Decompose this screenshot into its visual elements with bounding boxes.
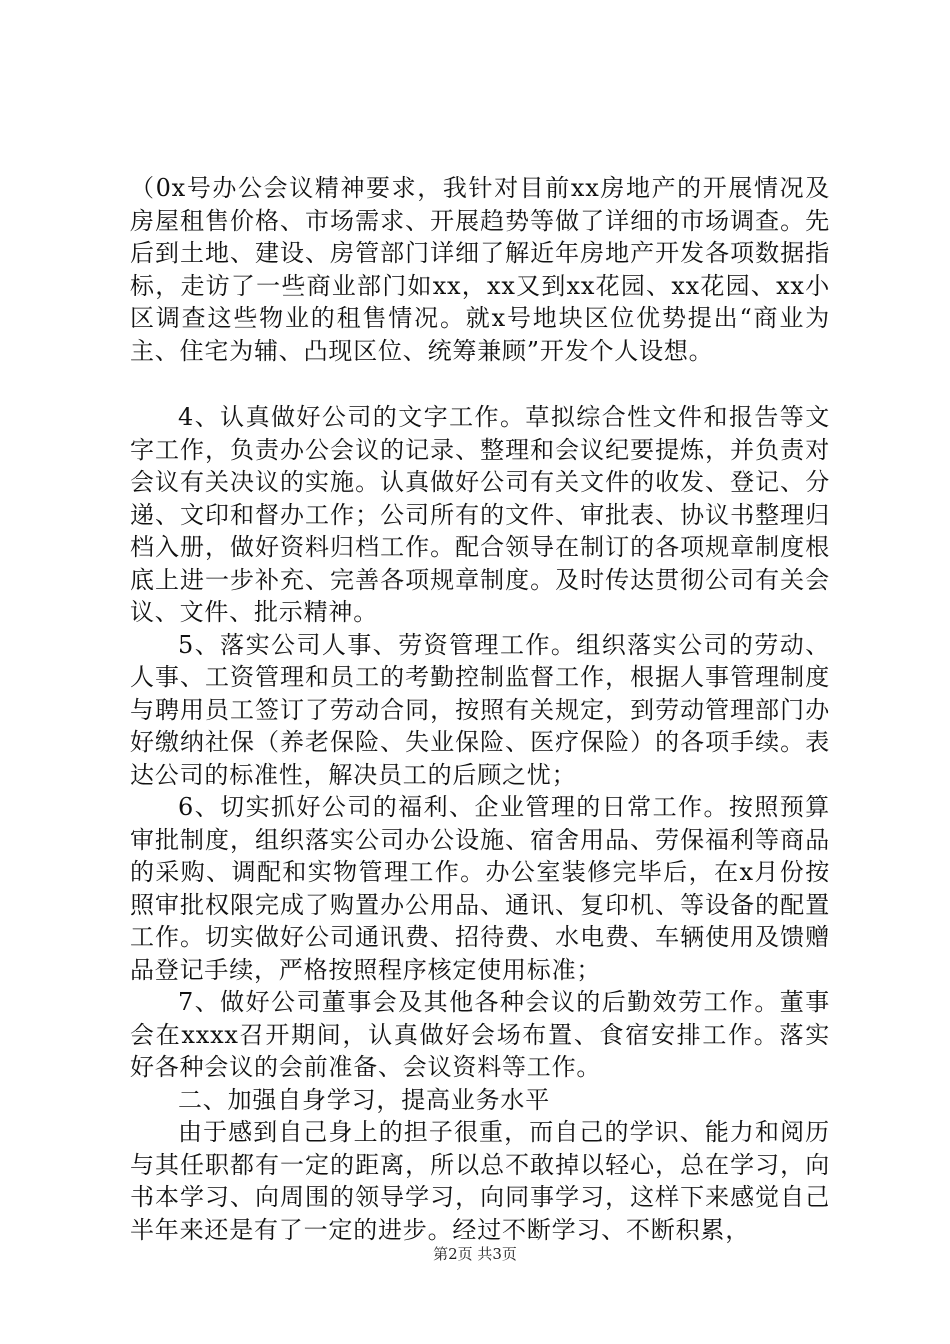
- paragraph-item-4: 4、认真做好公司的文字工作。草拟综合性文件和报告等文字工作，负责办公会议的记录、整理和会议纪要提炼，并负责对会议有关决议的实施。认真做好公司有关文件的收发、登记、分递、文印和督办工作；公司所有的文件、审批表、协议书整理归档入册，做好资料归档工作。配合领导在制订的各项规章制度根底上进一步补充、完善各项规章制度。及时传达贯彻公司有关会议、文件、批示精神。: [130, 403, 830, 626]
- section-heading: 二、加强自身学习，提高业务水平: [178, 1085, 550, 1114]
- paragraph-self-study: 由于感到自己身上的担子很重，而自己的学识、能力和阅历与其任职都有一定的距离，所以总不敢掉以轻心，总在学习，向书本学习、向周围的领导学习，向同事学习，这样下来感觉自己半年来还是有了一定的进步。经过不断学习、不断积累，: [130, 1118, 830, 1244]
- paragraph-item-6: 6、切实抓好公司的福利、企业管理的日常工作。按照预算审批制度，组织落实公司办公设施、宿舍用品、劳保福利等商品的采购、调配和实物管理工作。办公室装修完毕后，在x月份按照审批权限完成了购置办公用品、通讯、复印机、等设备的配置工作。切实做好公司通讯费、招待费、水电费、车辆使用及馈赠品登记手续，严格按照程序核定使用标准；: [130, 793, 830, 984]
- page-number-footer: 第2页 共3页: [433, 1245, 517, 1263]
- paragraph-survey: （0x号办公会议精神要求，我针对目前xx房地产的开展情况及房屋租售价格、市场需求、开展趋势等做了详细的市场调查。先后到土地、建设、房管部门详细了解近年房地产开发各项数据指标，走访了一些商业部门如xx，xx又到xx花园、xx花园、xx小区调查这些物业的租售情况。就x号地块区位优势提出“商业为主、住宅为辅、凸现区位、统筹兼顾”开发个人设想。: [130, 174, 830, 365]
- paragraph-gap: [130, 367, 830, 401]
- paragraph-item-5: 5、落实公司人事、劳资管理工作。组织落实公司的劳动、人事、工资管理和员工的考勤控制监督工作，根据人事管理制度与聘用员工签订了劳动合同，按照有关规定，到劳动管理部门办好缴纳社保（养老保险、失业保险、医疗保险）的各项手续。表达公司的标准性，解决员工的后顾之忧；: [130, 630, 830, 789]
- document-body: [130, 172, 830, 1246]
- paragraph-item-7: 7、做好公司董事会及其他各种会议的后勤效劳工作。董事会在xxxx召开期间，认真做好会场布置、食宿安排工作。落实好各种会议的会前准备、会议资料等工作。: [130, 988, 830, 1081]
